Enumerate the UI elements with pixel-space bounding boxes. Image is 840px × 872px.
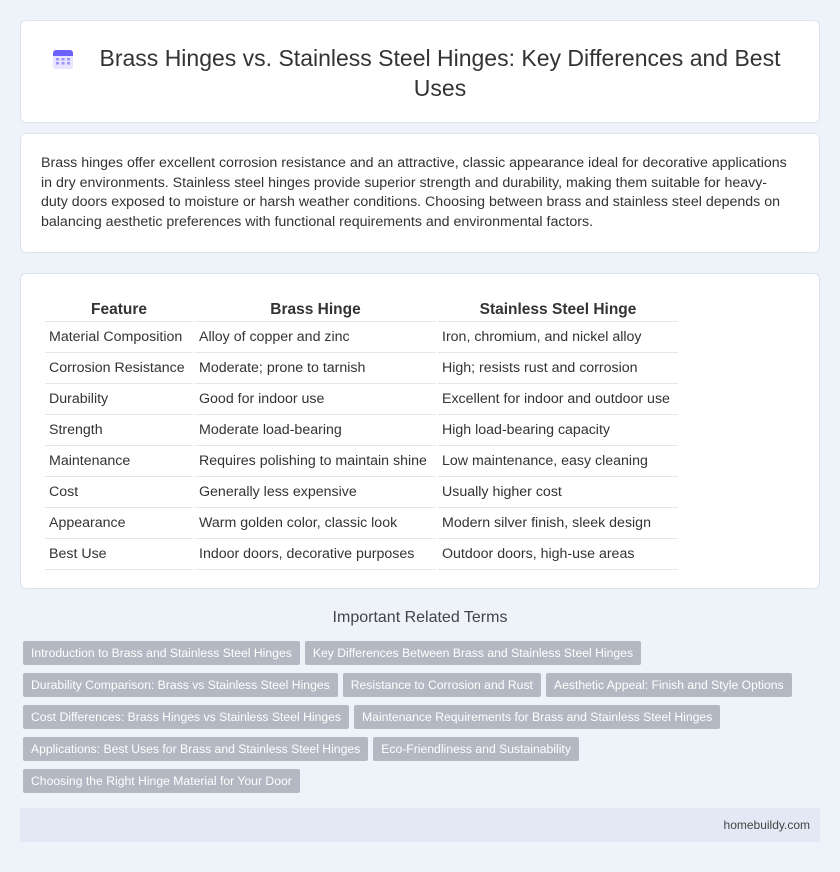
related-term-tag[interactable]: Choosing the Right Hinge Material for Your Door — [23, 769, 300, 793]
cell-feature: Appearance — [45, 508, 193, 539]
cell-steel: High; resists rust and corrosion — [438, 353, 678, 384]
cell-brass: Moderate; prone to tarnish — [195, 353, 436, 384]
cell-steel: Iron, chromium, and nickel alloy — [438, 322, 678, 353]
table-row — [45, 353, 678, 384]
cell-brass: Alloy of copper and zinc — [195, 322, 436, 353]
related-term-tag[interactable]: Eco-Friendliness and Sustainability — [373, 737, 579, 761]
table-row — [45, 446, 678, 477]
cell-feature: Cost — [45, 477, 193, 508]
related-term-tag[interactable]: Introduction to Brass and Stainless Steel Hinges — [23, 641, 300, 665]
related-term-tag[interactable]: Resistance to Corrosion and Rust — [343, 673, 541, 697]
table-row — [45, 477, 678, 508]
cell-brass: Warm golden color, classic look — [195, 508, 436, 539]
cell-feature: Durability — [45, 384, 193, 415]
table-row — [45, 539, 678, 570]
cell-brass: Indoor doors, decorative purposes — [195, 539, 436, 570]
cell-steel: Excellent for indoor and outdoor use — [438, 384, 678, 415]
table-row — [45, 415, 678, 446]
related-term-tag[interactable]: Key Differences Between Brass and Stainless Steel Hinges — [305, 641, 641, 665]
cell-steel: Low maintenance, easy cleaning — [438, 446, 678, 477]
table-header-row — [45, 298, 678, 322]
header-card — [20, 20, 820, 123]
cell-brass: Good for indoor use — [195, 384, 436, 415]
footer — [20, 808, 820, 842]
header-brass: Brass Hinge — [195, 298, 436, 322]
cell-feature: Corrosion Resistance — [45, 353, 193, 384]
related-terms-title: Important Related Terms — [332, 609, 508, 626]
cell-brass: Requires polishing to maintain shine — [195, 446, 436, 477]
page-title: Brass Hinges vs. Stainless Steel Hinges: Key Differences and Best Uses — [99, 45, 781, 101]
related-term-tag[interactable]: Aesthetic Appeal: Finish and Style Options — [546, 673, 792, 697]
header-feature: Feature — [45, 298, 193, 322]
cell-steel: Usually higher cost — [438, 477, 678, 508]
cell-feature: Maintenance — [45, 446, 193, 477]
related-term-tag[interactable]: Durability Comparison: Brass vs Stainless Steel Hinges — [23, 673, 338, 697]
footer-site-link[interactable]: homebuildy.com — [723, 818, 810, 832]
summary-text: Brass hinges offer excellent corrosion resistance and an attractive, classic appearance ideal for decorative applications in dry environments. Stainless steel hinges provide superior strength and durability, making them suitable for heavy-duty doors exposed to moisture or harsh weather conditions. Choosing between brass and stainless steel depends on balancing aesthetic preferences with functional requirements and environmental factors. — [41, 155, 787, 230]
cell-steel: Outdoor doors, high-use areas — [438, 539, 678, 570]
cell-feature: Material Composition — [45, 322, 193, 353]
related-terms-list — [23, 641, 813, 801]
header-steel: Stainless Steel Hinge — [438, 298, 678, 322]
cell-steel: Modern silver finish, sleek design — [438, 508, 678, 539]
cell-brass: Moderate load-bearing — [195, 415, 436, 446]
related-term-tag[interactable]: Maintenance Requirements for Brass and Stainless Steel Hinges — [354, 705, 720, 729]
comparison-card — [20, 273, 820, 589]
cell-brass: Generally less expensive — [195, 477, 436, 508]
related-term-tag[interactable]: Cost Differences: Brass Hinges vs Stainless Steel Hinges — [23, 705, 349, 729]
cell-feature: Strength — [45, 415, 193, 446]
related-term-tag[interactable]: Applications: Best Uses for Brass and Stainless Steel Hinges — [23, 737, 368, 761]
comparison-table — [43, 298, 680, 570]
table-row — [45, 384, 678, 415]
table-row — [45, 322, 678, 353]
table-row — [45, 508, 678, 539]
summary-card — [20, 133, 820, 253]
cell-feature: Best Use — [45, 539, 193, 570]
cell-steel: High load-bearing capacity — [438, 415, 678, 446]
